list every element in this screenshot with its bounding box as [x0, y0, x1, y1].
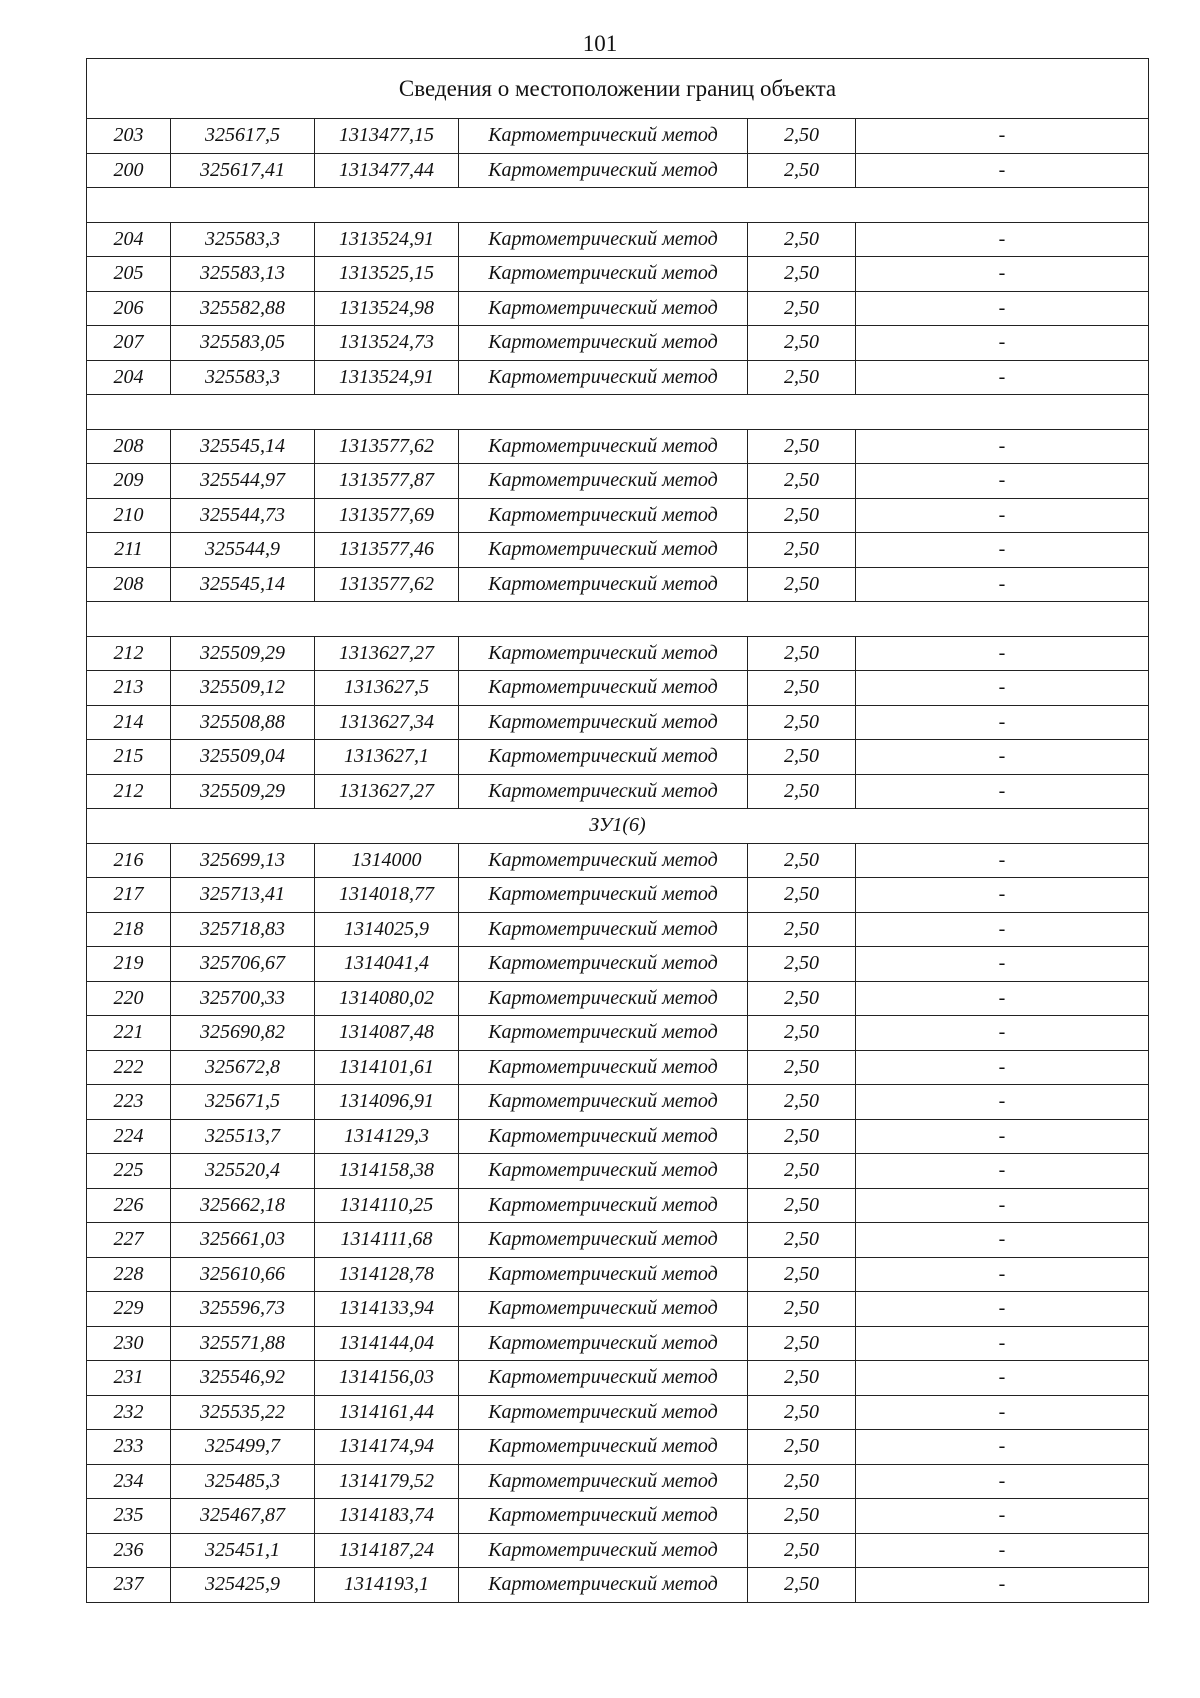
accuracy-cell: 2,50: [748, 1533, 856, 1568]
table-row: [87, 1050, 1149, 1085]
y-coordinate-cell: 1314025,9: [315, 912, 459, 947]
y-coordinate-cell: 1314187,24: [315, 1533, 459, 1568]
x-coordinate-cell: 325535,22: [171, 1395, 315, 1430]
accuracy-cell: 2,50: [748, 1395, 856, 1430]
description-cell: -: [856, 636, 1149, 671]
blank-separator-row: [87, 395, 1149, 430]
x-coordinate-cell: 325499,7: [171, 1430, 315, 1465]
accuracy-cell: 2,50: [748, 774, 856, 809]
y-coordinate-cell: 1314101,61: [315, 1050, 459, 1085]
method-cell: Картометрический метод: [459, 257, 748, 292]
description-cell: -: [856, 1326, 1149, 1361]
accuracy-cell: 2,50: [748, 119, 856, 154]
y-coordinate-cell: 1314041,4: [315, 947, 459, 982]
y-coordinate-cell: 1313577,62: [315, 429, 459, 464]
table-row: [87, 705, 1149, 740]
y-coordinate-cell: 1313524,73: [315, 326, 459, 361]
method-cell: Картометрический метод: [459, 843, 748, 878]
description-cell: -: [856, 1430, 1149, 1465]
point-number-cell: 211: [87, 533, 171, 568]
method-cell: Картометрический метод: [459, 326, 748, 361]
x-coordinate-cell: 325671,5: [171, 1085, 315, 1120]
x-coordinate-cell: 325467,87: [171, 1499, 315, 1534]
description-cell: -: [856, 1016, 1149, 1051]
method-cell: Картометрический метод: [459, 912, 748, 947]
y-coordinate-cell: 1313577,62: [315, 567, 459, 602]
accuracy-cell: 2,50: [748, 291, 856, 326]
x-coordinate-cell: 325544,9: [171, 533, 315, 568]
table-row: [87, 1464, 1149, 1499]
accuracy-cell: 2,50: [748, 878, 856, 913]
table-row: [87, 1326, 1149, 1361]
description-cell: -: [856, 878, 1149, 913]
x-coordinate-cell: 325546,92: [171, 1361, 315, 1396]
description-cell: -: [856, 567, 1149, 602]
accuracy-cell: 2,50: [748, 740, 856, 775]
table-row: [87, 153, 1149, 188]
point-number-cell: 230: [87, 1326, 171, 1361]
description-cell: -: [856, 774, 1149, 809]
method-cell: Картометрический метод: [459, 1257, 748, 1292]
method-cell: Картометрический метод: [459, 1223, 748, 1258]
point-number-cell: 224: [87, 1119, 171, 1154]
description-cell: -: [856, 326, 1149, 361]
description-cell: -: [856, 257, 1149, 292]
point-number-cell: 208: [87, 429, 171, 464]
y-coordinate-cell: 1313627,27: [315, 774, 459, 809]
y-coordinate-cell: 1314144,04: [315, 1326, 459, 1361]
method-cell: Картометрический метод: [459, 671, 748, 706]
y-coordinate-cell: 1314179,52: [315, 1464, 459, 1499]
x-coordinate-cell: 325700,33: [171, 981, 315, 1016]
table-row: [87, 1395, 1149, 1430]
point-number-cell: 216: [87, 843, 171, 878]
y-coordinate-cell: 1314161,44: [315, 1395, 459, 1430]
description-cell: -: [856, 1533, 1149, 1568]
table-row: [87, 567, 1149, 602]
point-number-cell: 209: [87, 464, 171, 499]
description-cell: -: [856, 1292, 1149, 1327]
page-number: 101: [582, 31, 618, 56]
x-coordinate-cell: 325545,14: [171, 567, 315, 602]
y-coordinate-cell: 1314174,94: [315, 1430, 459, 1465]
point-number-cell: 214: [87, 705, 171, 740]
point-number-cell: 200: [87, 153, 171, 188]
x-coordinate-cell: 325661,03: [171, 1223, 315, 1258]
accuracy-cell: 2,50: [748, 1154, 856, 1189]
accuracy-cell: 2,50: [748, 1016, 856, 1051]
point-number-cell: 220: [87, 981, 171, 1016]
y-coordinate-cell: 1314128,78: [315, 1257, 459, 1292]
table-row: [87, 1119, 1149, 1154]
point-number-cell: 219: [87, 947, 171, 982]
accuracy-cell: 2,50: [748, 1050, 856, 1085]
table-header-row: [87, 59, 1149, 119]
description-cell: -: [856, 222, 1149, 257]
table-row: [87, 1085, 1149, 1120]
description-cell: -: [856, 843, 1149, 878]
description-cell: -: [856, 1223, 1149, 1258]
table-row: [87, 1016, 1149, 1051]
x-coordinate-cell: 325617,41: [171, 153, 315, 188]
description-cell: -: [856, 498, 1149, 533]
method-cell: Картометрический метод: [459, 464, 748, 499]
accuracy-cell: 2,50: [748, 1223, 856, 1258]
method-cell: Картометрический метод: [459, 1050, 748, 1085]
point-number-cell: 226: [87, 1188, 171, 1223]
blank-cell: [87, 602, 1149, 637]
method-cell: Картометрический метод: [459, 291, 748, 326]
accuracy-cell: 2,50: [748, 1292, 856, 1327]
y-coordinate-cell: 1314087,48: [315, 1016, 459, 1051]
y-coordinate-cell: 1313524,98: [315, 291, 459, 326]
method-cell: Картометрический метод: [459, 1154, 748, 1189]
y-coordinate-cell: 1314000: [315, 843, 459, 878]
description-cell: -: [856, 1361, 1149, 1396]
y-coordinate-cell: 1314156,03: [315, 1361, 459, 1396]
table-row: [87, 1568, 1149, 1603]
x-coordinate-cell: 325544,73: [171, 498, 315, 533]
description-cell: -: [856, 464, 1149, 499]
method-cell: Картометрический метод: [459, 222, 748, 257]
y-coordinate-cell: 1314158,38: [315, 1154, 459, 1189]
accuracy-cell: 2,50: [748, 498, 856, 533]
accuracy-cell: 2,50: [748, 464, 856, 499]
description-cell: -: [856, 429, 1149, 464]
table-row: [87, 1188, 1149, 1223]
table-row: [87, 429, 1149, 464]
point-number-cell: 210: [87, 498, 171, 533]
point-number-cell: 221: [87, 1016, 171, 1051]
accuracy-cell: 2,50: [748, 1257, 856, 1292]
description-cell: -: [856, 1154, 1149, 1189]
x-coordinate-cell: 325571,88: [171, 1326, 315, 1361]
x-coordinate-cell: 325610,66: [171, 1257, 315, 1292]
y-coordinate-cell: 1313627,1: [315, 740, 459, 775]
x-coordinate-cell: 325583,3: [171, 222, 315, 257]
table-row: [87, 1154, 1149, 1189]
accuracy-cell: 2,50: [748, 1568, 856, 1603]
description-cell: -: [856, 1119, 1149, 1154]
x-coordinate-cell: 325718,83: [171, 912, 315, 947]
method-cell: Картометрический метод: [459, 774, 748, 809]
y-coordinate-cell: 1313524,91: [315, 360, 459, 395]
description-cell: -: [856, 912, 1149, 947]
x-coordinate-cell: 325583,05: [171, 326, 315, 361]
accuracy-cell: 2,50: [748, 947, 856, 982]
table-row: [87, 981, 1149, 1016]
table-row: [87, 498, 1149, 533]
accuracy-cell: 2,50: [748, 1326, 856, 1361]
point-number-cell: 227: [87, 1223, 171, 1258]
x-coordinate-cell: 325583,3: [171, 360, 315, 395]
table-row: [87, 1223, 1149, 1258]
x-coordinate-cell: 325617,5: [171, 119, 315, 154]
method-cell: Картометрический метод: [459, 1188, 748, 1223]
x-coordinate-cell: 325544,97: [171, 464, 315, 499]
description-cell: -: [856, 981, 1149, 1016]
method-cell: Картометрический метод: [459, 119, 748, 154]
point-number-cell: 228: [87, 1257, 171, 1292]
method-cell: Картометрический метод: [459, 705, 748, 740]
description-cell: -: [856, 705, 1149, 740]
point-number-cell: 212: [87, 636, 171, 671]
x-coordinate-cell: 325699,13: [171, 843, 315, 878]
accuracy-cell: 2,50: [748, 1188, 856, 1223]
table-row: [87, 912, 1149, 947]
table-row: [87, 878, 1149, 913]
point-number-cell: 235: [87, 1499, 171, 1534]
accuracy-cell: 2,50: [748, 257, 856, 292]
table-row: [87, 1430, 1149, 1465]
table-row: [87, 119, 1149, 154]
x-coordinate-cell: 325509,04: [171, 740, 315, 775]
table-row: [87, 1257, 1149, 1292]
section-row: [87, 809, 1149, 844]
x-coordinate-cell: 325508,88: [171, 705, 315, 740]
method-cell: Картометрический метод: [459, 429, 748, 464]
point-number-cell: 207: [87, 326, 171, 361]
x-coordinate-cell: 325509,12: [171, 671, 315, 706]
method-cell: Картометрический метод: [459, 153, 748, 188]
y-coordinate-cell: 1314111,68: [315, 1223, 459, 1258]
table-row: [87, 671, 1149, 706]
method-cell: Картометрический метод: [459, 360, 748, 395]
x-coordinate-cell: 325513,7: [171, 1119, 315, 1154]
point-number-cell: 212: [87, 774, 171, 809]
method-cell: Картометрический метод: [459, 1464, 748, 1499]
method-cell: Картометрический метод: [459, 1119, 748, 1154]
table-row: [87, 291, 1149, 326]
x-coordinate-cell: 325545,14: [171, 429, 315, 464]
x-coordinate-cell: 325713,41: [171, 878, 315, 913]
method-cell: Картометрический метод: [459, 1292, 748, 1327]
point-number-cell: 204: [87, 360, 171, 395]
method-cell: Картометрический метод: [459, 1568, 748, 1603]
description-cell: -: [856, 291, 1149, 326]
accuracy-cell: 2,50: [748, 153, 856, 188]
y-coordinate-cell: 1313577,87: [315, 464, 459, 499]
description-cell: -: [856, 119, 1149, 154]
y-coordinate-cell: 1313477,15: [315, 119, 459, 154]
point-number-cell: 218: [87, 912, 171, 947]
method-cell: Картометрический метод: [459, 1016, 748, 1051]
table-row: [87, 222, 1149, 257]
x-coordinate-cell: 325509,29: [171, 636, 315, 671]
description-cell: -: [856, 1464, 1149, 1499]
x-coordinate-cell: 325706,67: [171, 947, 315, 982]
point-number-cell: 222: [87, 1050, 171, 1085]
method-cell: Картометрический метод: [459, 1430, 748, 1465]
description-cell: -: [856, 1085, 1149, 1120]
y-coordinate-cell: 1313627,27: [315, 636, 459, 671]
method-cell: Картометрический метод: [459, 1085, 748, 1120]
point-number-cell: 232: [87, 1395, 171, 1430]
point-number-cell: 204: [87, 222, 171, 257]
table-row: [87, 1533, 1149, 1568]
method-cell: Картометрический метод: [459, 636, 748, 671]
method-cell: Картометрический метод: [459, 498, 748, 533]
method-cell: Картометрический метод: [459, 1361, 748, 1396]
point-number-cell: 234: [87, 1464, 171, 1499]
accuracy-cell: 2,50: [748, 843, 856, 878]
table-header: Сведения о местоположении границ объекта: [87, 59, 1149, 119]
blank-separator-row: [87, 188, 1149, 223]
table-body: [87, 59, 1149, 1603]
accuracy-cell: 2,50: [748, 636, 856, 671]
table-row: [87, 774, 1149, 809]
description-cell: -: [856, 1499, 1149, 1534]
point-number-cell: 217: [87, 878, 171, 913]
point-number-cell: 213: [87, 671, 171, 706]
y-coordinate-cell: 1314133,94: [315, 1292, 459, 1327]
y-coordinate-cell: 1314183,74: [315, 1499, 459, 1534]
x-coordinate-cell: 325485,3: [171, 1464, 315, 1499]
point-number-cell: 206: [87, 291, 171, 326]
method-cell: Картометрический метод: [459, 740, 748, 775]
accuracy-cell: 2,50: [748, 1361, 856, 1396]
table-row: [87, 843, 1149, 878]
table-row: [87, 360, 1149, 395]
y-coordinate-cell: 1313477,44: [315, 153, 459, 188]
x-coordinate-cell: 325662,18: [171, 1188, 315, 1223]
y-coordinate-cell: 1313577,46: [315, 533, 459, 568]
accuracy-cell: 2,50: [748, 912, 856, 947]
x-coordinate-cell: 325425,9: [171, 1568, 315, 1603]
description-cell: -: [856, 1395, 1149, 1430]
table-row: [87, 326, 1149, 361]
point-number-cell: 236: [87, 1533, 171, 1568]
y-coordinate-cell: 1313525,15: [315, 257, 459, 292]
description-cell: -: [856, 740, 1149, 775]
table-row: [87, 740, 1149, 775]
method-cell: Картометрический метод: [459, 1499, 748, 1534]
y-coordinate-cell: 1314080,02: [315, 981, 459, 1016]
accuracy-cell: 2,50: [748, 429, 856, 464]
description-cell: -: [856, 360, 1149, 395]
accuracy-cell: 2,50: [748, 1499, 856, 1534]
accuracy-cell: 2,50: [748, 671, 856, 706]
method-cell: Картометрический метод: [459, 981, 748, 1016]
x-coordinate-cell: 325451,1: [171, 1533, 315, 1568]
section-label: ЗУ1(6): [87, 809, 1149, 844]
table-row: [87, 1499, 1149, 1534]
table-row: [87, 533, 1149, 568]
point-number-cell: 231: [87, 1361, 171, 1396]
y-coordinate-cell: 1313627,34: [315, 705, 459, 740]
accuracy-cell: 2,50: [748, 360, 856, 395]
boundary-coordinates-table: [86, 58, 1149, 1603]
x-coordinate-cell: 325509,29: [171, 774, 315, 809]
point-number-cell: 208: [87, 567, 171, 602]
description-cell: -: [856, 1257, 1149, 1292]
point-number-cell: 233: [87, 1430, 171, 1465]
point-number-cell: 237: [87, 1568, 171, 1603]
method-cell: Картометрический метод: [459, 947, 748, 982]
table-row: [87, 947, 1149, 982]
y-coordinate-cell: 1314018,77: [315, 878, 459, 913]
accuracy-cell: 2,50: [748, 533, 856, 568]
description-cell: -: [856, 671, 1149, 706]
blank-cell: [87, 395, 1149, 430]
y-coordinate-cell: 1314193,1: [315, 1568, 459, 1603]
x-coordinate-cell: 325520,4: [171, 1154, 315, 1189]
y-coordinate-cell: 1313524,91: [315, 222, 459, 257]
description-cell: -: [856, 533, 1149, 568]
table-row: [87, 636, 1149, 671]
method-cell: Картометрический метод: [459, 1395, 748, 1430]
table-row: [87, 464, 1149, 499]
accuracy-cell: 2,50: [748, 222, 856, 257]
y-coordinate-cell: 1314129,3: [315, 1119, 459, 1154]
x-coordinate-cell: 325672,8: [171, 1050, 315, 1085]
description-cell: -: [856, 1188, 1149, 1223]
table-row: [87, 257, 1149, 292]
method-cell: Картометрический метод: [459, 567, 748, 602]
table-row: [87, 1361, 1149, 1396]
y-coordinate-cell: 1314096,91: [315, 1085, 459, 1120]
accuracy-cell: 2,50: [748, 1430, 856, 1465]
description-cell: -: [856, 153, 1149, 188]
accuracy-cell: 2,50: [748, 705, 856, 740]
x-coordinate-cell: 325582,88: [171, 291, 315, 326]
y-coordinate-cell: 1314110,25: [315, 1188, 459, 1223]
point-number-cell: 205: [87, 257, 171, 292]
blank-separator-row: [87, 602, 1149, 637]
table-row: [87, 1292, 1149, 1327]
description-cell: -: [856, 947, 1149, 982]
accuracy-cell: 2,50: [748, 1464, 856, 1499]
method-cell: Картометрический метод: [459, 1533, 748, 1568]
point-number-cell: 225: [87, 1154, 171, 1189]
y-coordinate-cell: 1313577,69: [315, 498, 459, 533]
y-coordinate-cell: 1313627,5: [315, 671, 459, 706]
x-coordinate-cell: 325596,73: [171, 1292, 315, 1327]
point-number-cell: 229: [87, 1292, 171, 1327]
accuracy-cell: 2,50: [748, 1119, 856, 1154]
blank-cell: [87, 188, 1149, 223]
method-cell: Картометрический метод: [459, 533, 748, 568]
x-coordinate-cell: 325690,82: [171, 1016, 315, 1051]
description-cell: -: [856, 1050, 1149, 1085]
accuracy-cell: 2,50: [748, 326, 856, 361]
accuracy-cell: 2,50: [748, 1085, 856, 1120]
point-number-cell: 203: [87, 119, 171, 154]
method-cell: Картометрический метод: [459, 878, 748, 913]
description-cell: -: [856, 1568, 1149, 1603]
point-number-cell: 215: [87, 740, 171, 775]
x-coordinate-cell: 325583,13: [171, 257, 315, 292]
accuracy-cell: 2,50: [748, 981, 856, 1016]
method-cell: Картометрический метод: [459, 1326, 748, 1361]
point-number-cell: 223: [87, 1085, 171, 1120]
accuracy-cell: 2,50: [748, 567, 856, 602]
